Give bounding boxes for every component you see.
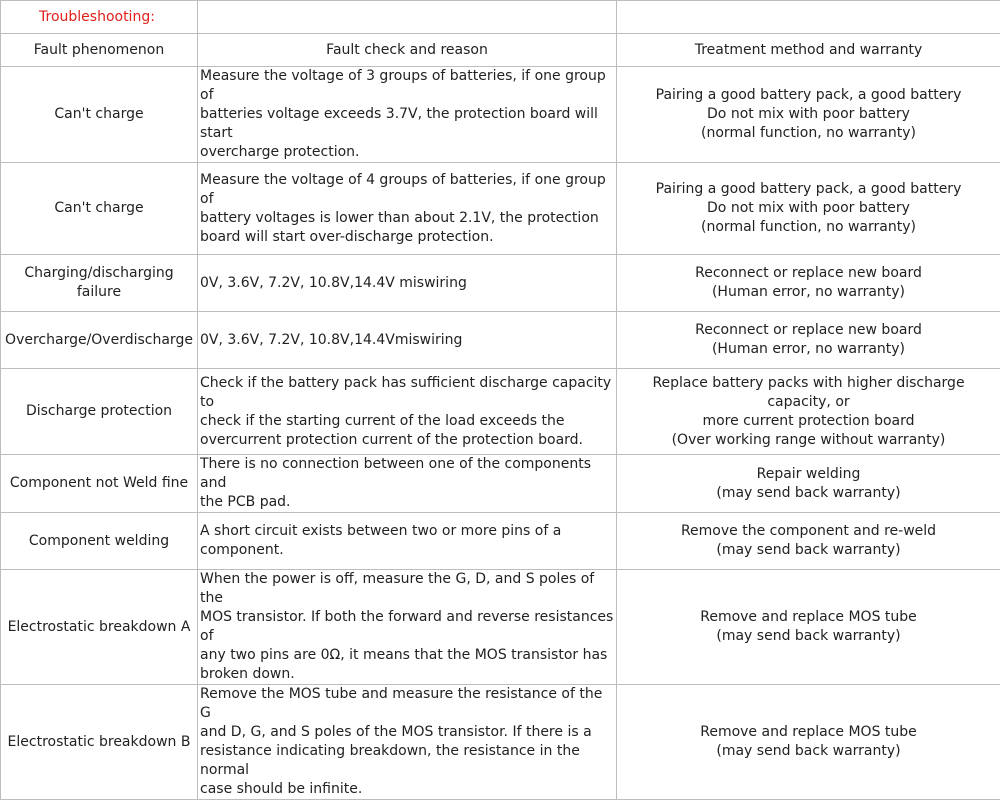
title-row — [1, 1, 1000, 34]
check-cell: Remove the MOS tube and measure the resistance of the G and D, G, and S poles of the MOS transistor. If there is a resistance indicating breakdown, the resistance in the normal case should be infinite. — [198, 685, 617, 800]
treatment-cell: Remove the component and re-weld (may send back warranty) — [617, 513, 1000, 570]
fault-cell: Discharge protection — [1, 369, 198, 455]
table-row — [1, 513, 1000, 570]
treatment-cell: Remove and replace MOS tube (may send back warranty) — [617, 570, 1000, 685]
treatment-cell: Reconnect or replace new board (Human error, no warranty) — [617, 312, 1000, 369]
fault-cell: Electrostatic breakdown A — [1, 570, 198, 685]
fault-cell: Electrostatic breakdown B — [1, 685, 198, 800]
check-cell: 0V, 3.6V, 7.2V, 10.8V,14.4Vmiswiring — [198, 312, 617, 369]
fault-cell: Can't charge — [1, 67, 198, 163]
fault-cell: Overcharge/Overdischarge — [1, 312, 198, 369]
treatment-cell: Pairing a good battery pack, a good battery Do not mix with poor battery (normal function, no warranty) — [617, 67, 1000, 163]
table-row — [1, 685, 1000, 800]
check-cell: Measure the voltage of 4 groups of batteries, if one group of battery voltages is lower than about 2.1V, the protection board will start over-discharge protection. — [198, 163, 617, 255]
empty-cell — [617, 1, 1000, 34]
treatment-cell: Pairing a good battery pack, a good battery Do not mix with poor battery (normal function, no warranty) — [617, 163, 1000, 255]
table-row — [1, 163, 1000, 255]
fault-cell: Charging/discharging failure — [1, 255, 198, 312]
table-row — [1, 67, 1000, 163]
check-cell: There is no connection between one of the components and the PCB pad. — [198, 455, 617, 513]
table-title: Troubleshooting: — [1, 1, 198, 34]
check-cell: Measure the voltage of 3 groups of batteries, if one group of batteries voltage exceeds 3.7V, the protection board will start overcharge protection. — [198, 67, 617, 163]
check-cell: When the power is off, measure the G, D, and S poles of the MOS transistor. If both the forward and reverse resistances of any two pins are 0Ω, it means that the MOS transistor has broken down. — [198, 570, 617, 685]
fault-cell: Component not Weld fine — [1, 455, 198, 513]
treatment-cell: Replace battery packs with higher discharge capacity, or more current protection board (Over working range without warranty) — [617, 369, 1000, 455]
header-fault-phenomenon: Fault phenomenon — [1, 34, 198, 67]
treatment-cell: Reconnect or replace new board (Human error, no warranty) — [617, 255, 1000, 312]
check-cell: Check if the battery pack has sufficient discharge capacity to check if the starting current of the load exceeds the overcurrent protection current of the protection board. — [198, 369, 617, 455]
header-treatment: Treatment method and warranty — [617, 34, 1000, 67]
treatment-cell: Repair welding (may send back warranty) — [617, 455, 1000, 513]
treatment-cell: Remove and replace MOS tube (may send back warranty) — [617, 685, 1000, 800]
header-row — [1, 34, 1000, 67]
table-row — [1, 369, 1000, 455]
fault-cell: Can't charge — [1, 163, 198, 255]
fault-cell: Component welding — [1, 513, 198, 570]
header-fault-check: Fault check and reason — [198, 34, 617, 67]
empty-cell — [198, 1, 617, 34]
check-cell: 0V, 3.6V, 7.2V, 10.8V,14.4V miswiring — [198, 255, 617, 312]
table-row — [1, 570, 1000, 685]
check-cell: A short circuit exists between two or more pins of a component. — [198, 513, 617, 570]
table-row — [1, 312, 1000, 369]
table-row — [1, 455, 1000, 513]
table-row — [1, 255, 1000, 312]
